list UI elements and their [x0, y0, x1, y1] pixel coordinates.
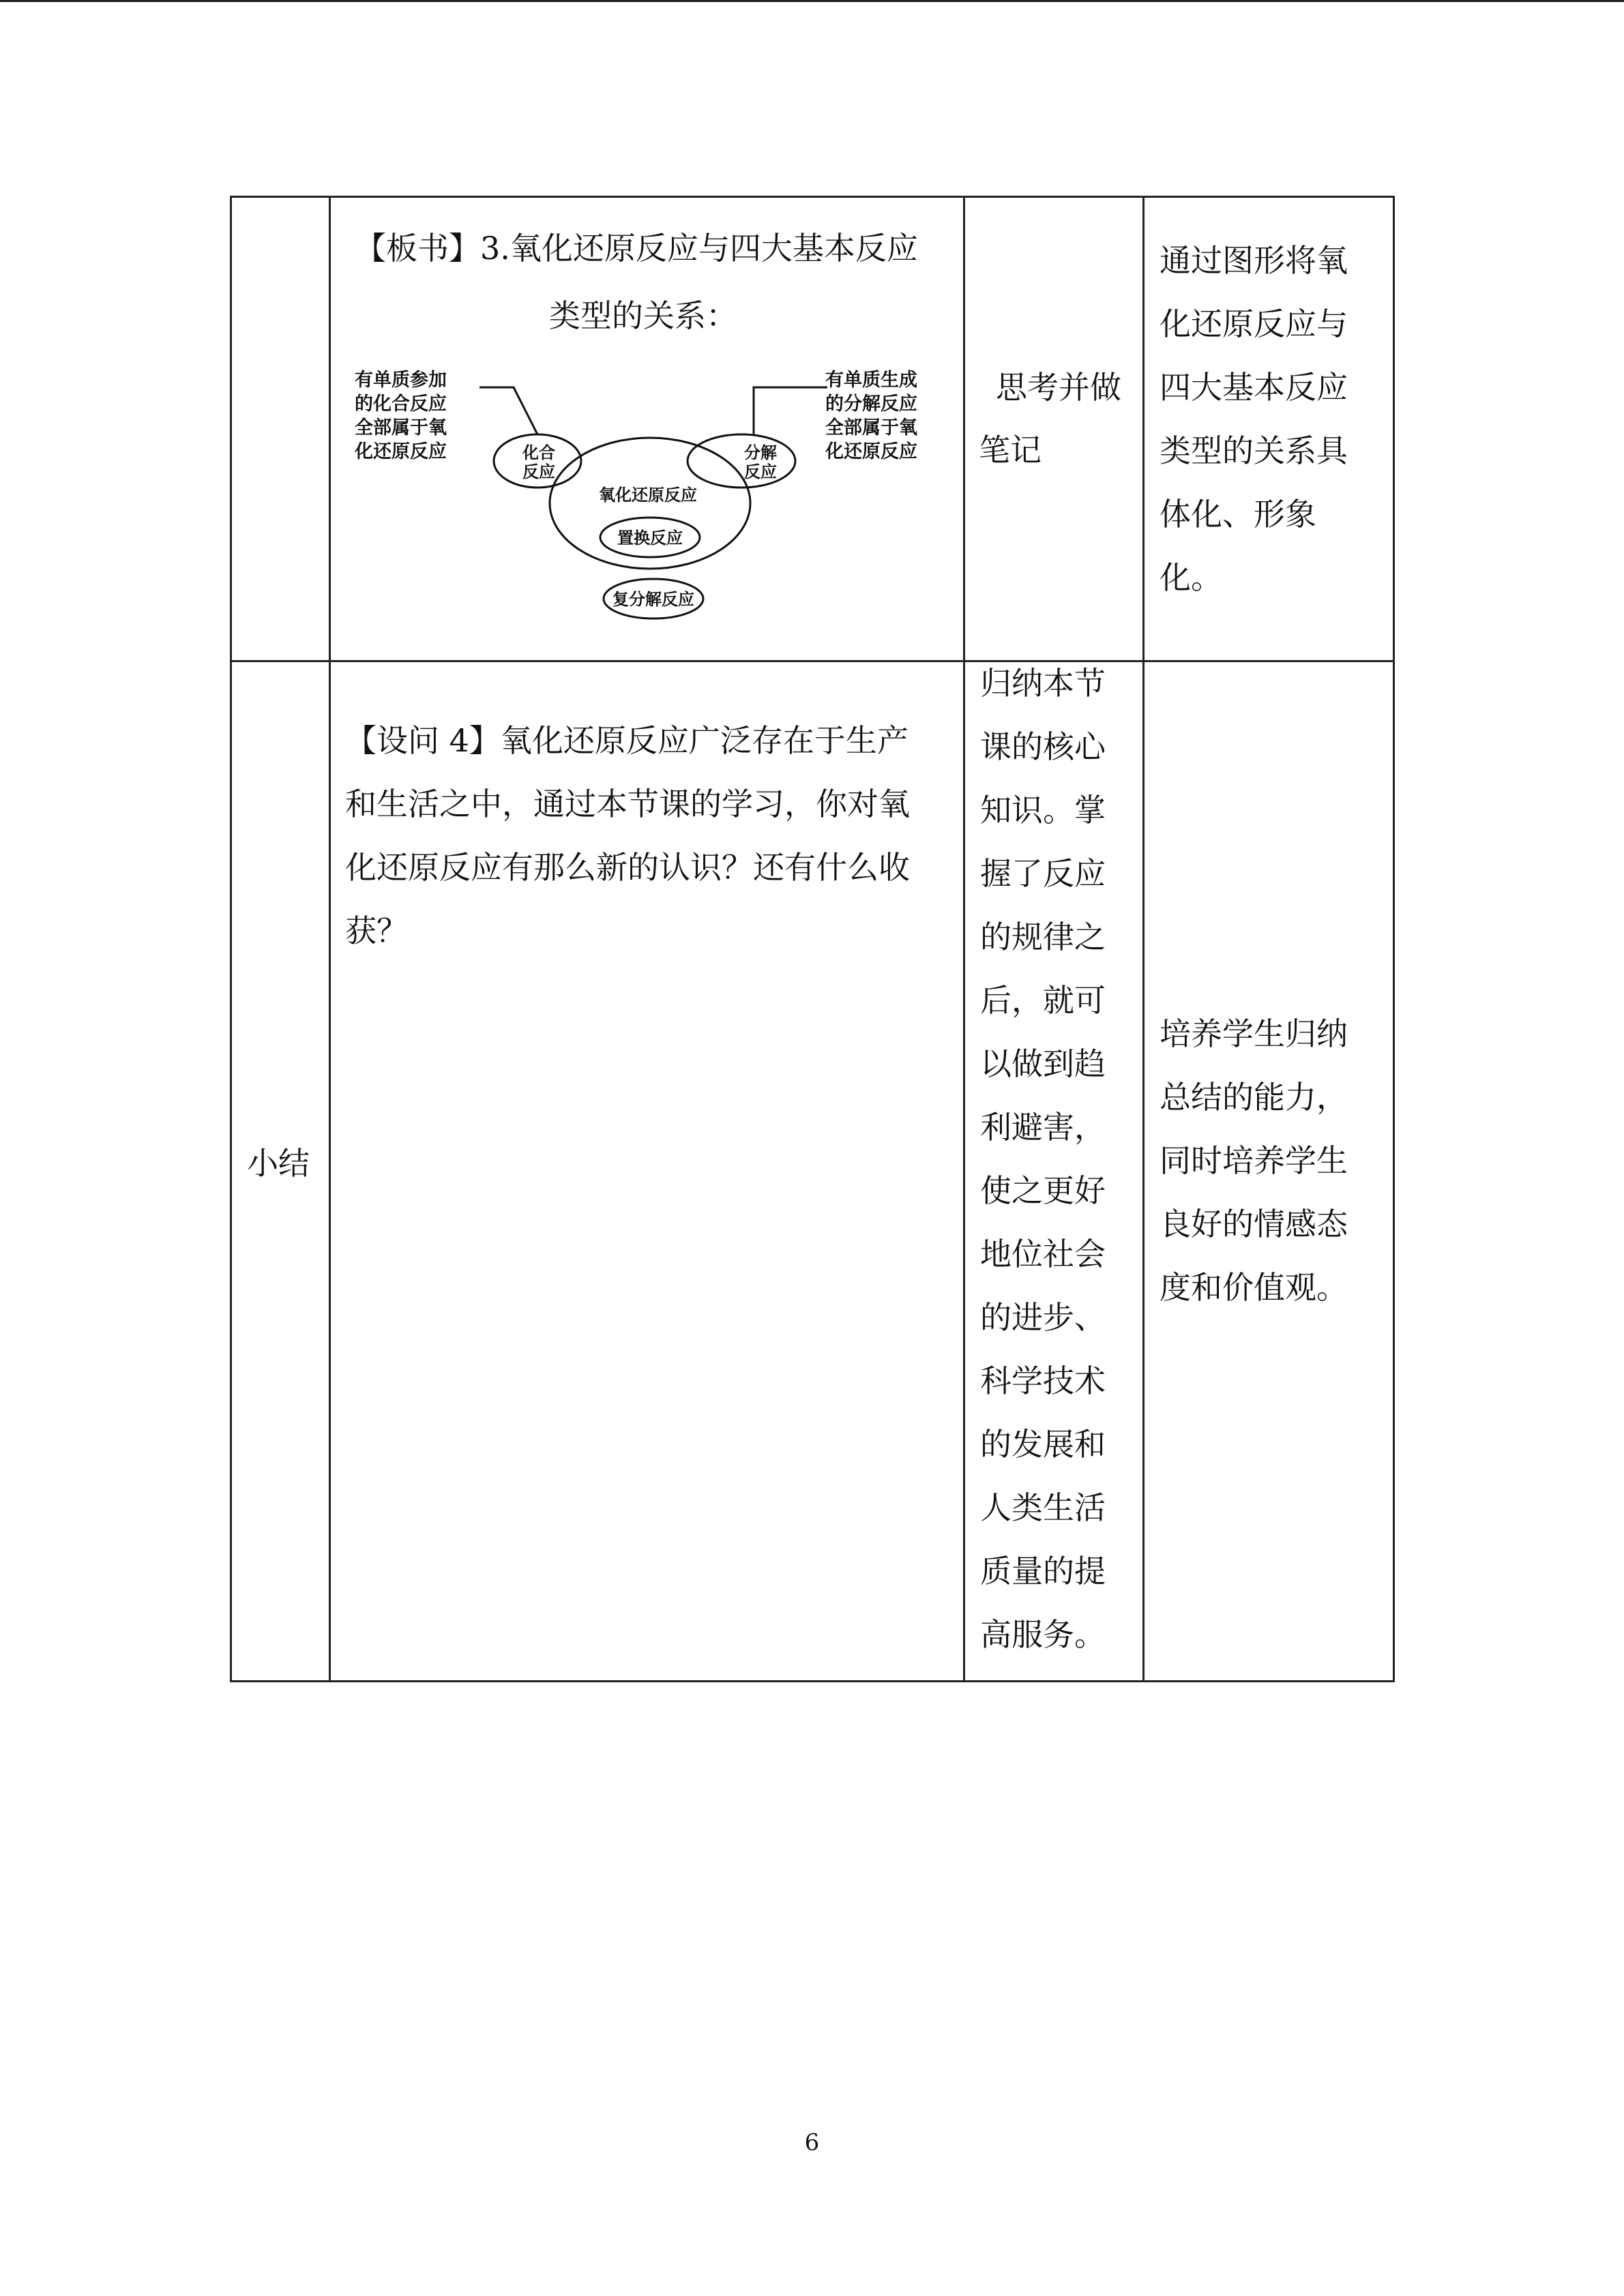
left-note-line2: 的化合反应	[355, 393, 447, 415]
question-line: 【设问 4】氧化还原反应广泛存在于生产	[345, 722, 909, 759]
design-intent-line: 四大基本反应	[1160, 369, 1348, 406]
design-intent-line: 通过图形将氧	[1160, 242, 1348, 279]
displacement-label: 置换反应	[617, 528, 683, 548]
design-intent-line: 体化、形象	[1160, 496, 1316, 533]
student-summary-line: 利避害，	[980, 1109, 1106, 1146]
question-4-block	[345, 709, 959, 963]
student-summary-line: 人类生活	[980, 1489, 1106, 1526]
design-intent-row2	[1160, 1002, 1385, 1320]
design-intent-line: 良好的情感态	[1160, 1206, 1348, 1242]
section-label-summary: 小结	[247, 1145, 310, 1182]
decomposition-label-line2: 反应	[744, 462, 777, 481]
table-border-top	[230, 196, 1395, 198]
student-summary-line: 地位社会	[980, 1236, 1106, 1272]
page-number: 6	[804, 2129, 820, 2156]
student-summary-line: 知识。掌	[980, 792, 1106, 829]
design-intent-line: 类型的关系具	[1160, 432, 1348, 469]
student-summary-line: 握了反应	[980, 855, 1106, 892]
left-note-line4: 化还原反应	[355, 441, 447, 462]
design-intent-line: 化。	[1160, 559, 1222, 596]
student-summary-line: 的进步、	[980, 1299, 1106, 1336]
top-rule	[0, 0, 1624, 2]
student-summary-line: 质量的提	[980, 1553, 1106, 1590]
design-intent-line: 同时培养学生	[1160, 1142, 1348, 1179]
question-line: 获？	[345, 912, 408, 949]
question-line: 化还原反应有那么新的认识？还有什么收	[345, 849, 910, 886]
student-summary-line: 的发展和	[980, 1426, 1106, 1463]
double-decomposition-label: 复分解反应	[612, 590, 694, 609]
table-divider-3	[1142, 196, 1145, 1682]
question-line: 和生活之中，通过本节课的学习，你对氧	[345, 786, 910, 822]
board-heading-line2: 类型的关系：	[549, 297, 737, 334]
student-summary-line: 的规律之	[980, 919, 1106, 955]
right-note-line4: 化还原反应	[825, 441, 917, 462]
table-border-middle	[230, 660, 1395, 662]
student-summary-line: 归纳本节	[980, 665, 1106, 702]
right-connector-line	[754, 387, 827, 434]
student-activity-line2: 笔记	[979, 432, 1042, 468]
student-summary-line: 课的核心	[980, 728, 1106, 765]
student-activity-line1: 思考并做	[996, 369, 1121, 406]
combination-label-line2: 反应	[522, 462, 555, 481]
table-border-left	[230, 196, 232, 1682]
board-heading-line1: 【板书】3.氧化还原反应与四大基本反应	[355, 230, 918, 267]
student-summary-line: 使之更好	[980, 1172, 1106, 1209]
decomposition-ellipse	[688, 434, 795, 488]
student-summary-block	[980, 652, 1137, 1667]
design-intent-line: 度和价值观。	[1160, 1269, 1348, 1306]
reaction-relationship-diagram	[348, 355, 948, 634]
student-summary-line: 高服务。	[980, 1616, 1106, 1653]
left-note-line1: 有单质参加	[355, 370, 447, 391]
left-note-line3: 全部属于氧	[355, 417, 447, 438]
design-intent-line: 总结的能力，	[1160, 1079, 1348, 1116]
decomposition-label-line1: 分解	[744, 443, 777, 462]
student-summary-line: 科学技术	[980, 1362, 1106, 1399]
redox-label: 氧化还原反应	[599, 486, 697, 505]
left-connector-line	[479, 387, 537, 434]
design-intent-row1	[1160, 229, 1385, 610]
table-divider-1	[329, 196, 331, 1682]
right-note-line2: 的分解反应	[825, 393, 917, 415]
right-note-line1: 有单质生成	[825, 370, 917, 391]
table-border-bottom	[230, 1680, 1395, 1682]
student-summary-line: 以做到趋	[980, 1045, 1106, 1082]
table-divider-2	[963, 196, 965, 1682]
table-border-right	[1393, 196, 1395, 1682]
design-intent-line: 化还原反应与	[1160, 305, 1348, 342]
student-summary-line: 后，就可	[980, 982, 1106, 1019]
design-intent-line: 培养学生归纳	[1160, 1015, 1348, 1052]
combination-label-line1: 化合	[522, 443, 555, 462]
right-note-line3: 全部属于氧	[825, 417, 917, 438]
